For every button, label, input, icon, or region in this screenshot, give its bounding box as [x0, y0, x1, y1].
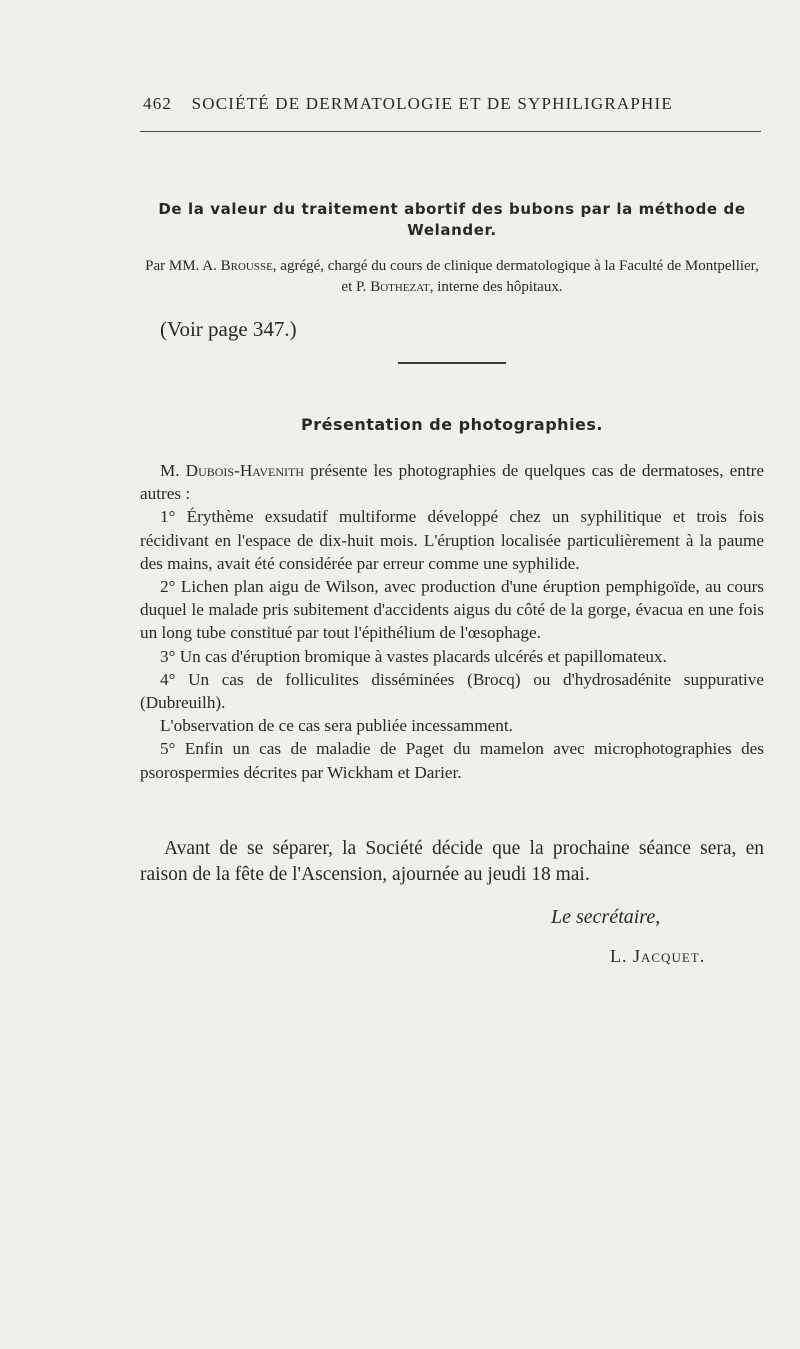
page-reference: (Voir page 347.)	[160, 317, 297, 341]
authors-affiliation: , agrégé, chargé du cours de clinique dermatologique à la Faculté de Montpellier, et P.	[272, 258, 759, 295]
presenter-name: Dubois-Havenith	[185, 461, 304, 480]
section-body	[140, 459, 764, 784]
secretary-title: Le secrétaire,	[551, 906, 661, 928]
section-title: Présentation de photographies.	[300, 415, 604, 434]
closing-text: Avant de se séparer, la Société décide que la prochaine séance sera, en raison de la fête de l'Ascension, ajournée au jeudi 18 mai.	[140, 838, 764, 885]
intro-prefix: M.	[160, 461, 186, 480]
list-item: 4° Un cas de folliculites disséminées (Brocq) ou d'hydrosadénite suppurative (Dubreuilh).	[140, 669, 764, 713]
section-divider	[398, 362, 506, 364]
authors-prefix: Par MM. A.	[145, 258, 221, 274]
list-item: 1° Érythème exsudatif multiforme développé chez un syphilitique et trois fois récidivant en l'espace de dix-huit mois. L'éruption localisée particulièrement à la paume des mains, avait été considérée par erreur comme une syphilide.	[140, 507, 764, 573]
header-rule	[140, 131, 761, 132]
list-item: L'observation de ce cas sera publiée incessamment.	[160, 716, 513, 736]
article-title: De la valeur du traitement abortif des bubons par la méthode de Welander.	[158, 200, 746, 239]
list-item: 5° Enfin un cas de maladie de Paget du mamelon avec microphotographies des psorospermies décrites par Wickham et Darier.	[140, 739, 764, 782]
authors-suffix: , interne des hôpitaux.	[429, 279, 563, 295]
signature: L. Jacquet.	[610, 946, 706, 966]
intro-text: présente les photographies de quelques cas de dermatoses, entre autres :	[140, 461, 764, 504]
list-item: 3° Un cas d'éruption bromique à vastes placards ulcérés et papillomateux.	[160, 646, 667, 666]
intro-paragraph	[140, 459, 764, 505]
closing-paragraph	[140, 836, 764, 888]
running-header	[143, 94, 761, 114]
author-name: Bothezat	[370, 279, 430, 295]
page-number: 462	[143, 94, 173, 113]
running-title: SOCIÉTÉ DE DERMATOLOGIE ET DE SYPHILIGRAPHIE	[191, 94, 673, 113]
author-name: Brousse	[220, 258, 273, 274]
article-authors	[140, 256, 764, 298]
list-item: 2° Lichen plan aigu de Wilson, avec production d'une éruption pemphigoïde, au cours duquel le malade pris subitement d'accidents aigus du côté de la gorge, évacua en une fois un long tube constitué par tout l'épithélium de l'œsophage.	[140, 577, 764, 643]
